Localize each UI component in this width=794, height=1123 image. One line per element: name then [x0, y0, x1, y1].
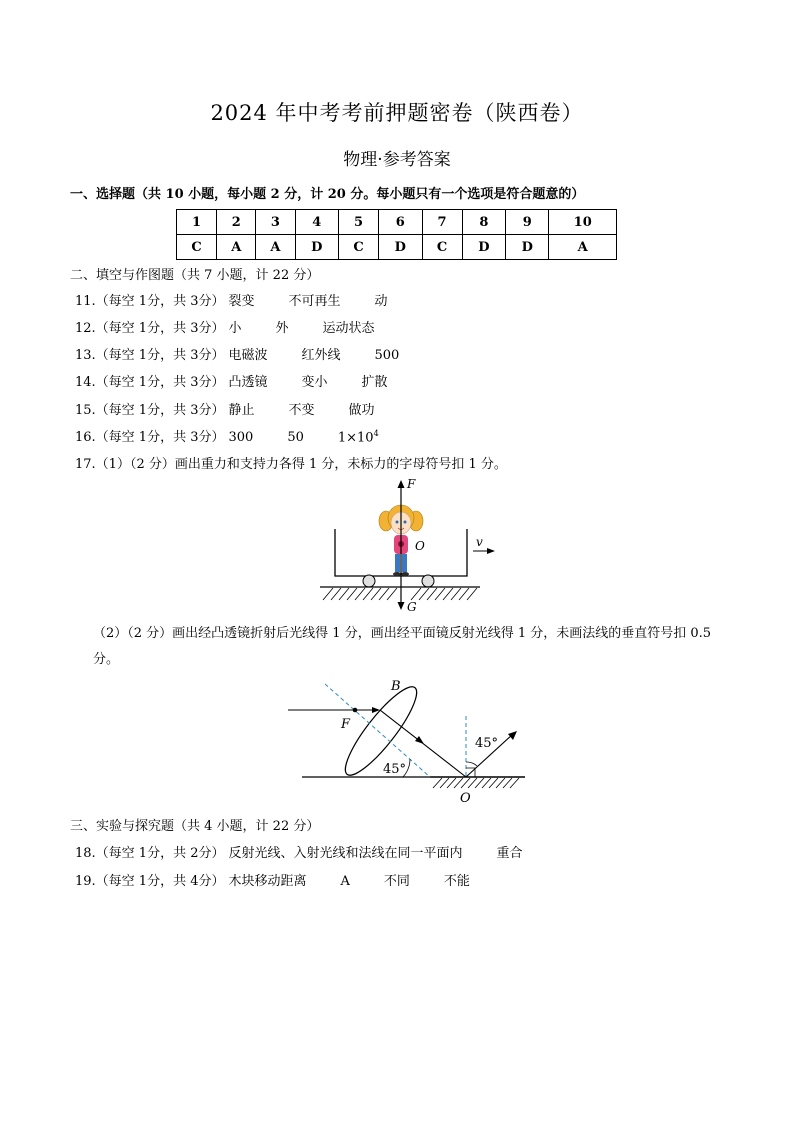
answer-blank: 做功 [348, 403, 375, 418]
answer-blank: 300 [228, 430, 254, 445]
answer-blank: 不变 [288, 403, 315, 418]
answer-blank: 外 [275, 321, 289, 336]
answer-blank: 动 [374, 294, 388, 309]
table-cell: A [256, 235, 295, 260]
section2-heading: 二、填空与作图题（共 7 小题，计 22 分） [70, 268, 320, 283]
answer-blank: 凸透镜 [228, 375, 268, 390]
table-cell: C [338, 235, 378, 260]
table-cell: 9 [506, 210, 549, 235]
answer-line-18 [75, 842, 523, 861]
answer-blank: 反射光线、入射光线和法线在同一平面内 [228, 846, 463, 861]
answer-blank: 裂变 [228, 294, 255, 309]
table-cell: 6 [379, 210, 422, 235]
question-prefix: 19.（每空 1分，共 4分） [75, 874, 225, 889]
table-cell: A [217, 235, 256, 260]
table-cell: C [177, 235, 217, 260]
label-B: B [391, 679, 401, 694]
answer-base: 1×10 [337, 430, 374, 445]
arrow-head-right [487, 548, 495, 554]
table-cell: 8 [462, 210, 505, 235]
ground-hatching [323, 588, 477, 600]
answer-blank: 扩散 [361, 375, 388, 390]
answer-blank: 不可再生 [288, 294, 341, 309]
label-F: F [341, 717, 351, 732]
label-F: F [407, 477, 416, 491]
answer-blank: A [340, 874, 350, 889]
answer-line-15 [75, 399, 375, 418]
table-cell: D [379, 235, 422, 260]
answer-line-16 [75, 426, 379, 445]
question-prefix: 18.（每空 1分，共 2分） [75, 846, 225, 861]
focus-point [353, 708, 358, 713]
arrow-head-down [398, 602, 405, 610]
answer-blank: 静止 [228, 403, 255, 418]
answer-blank: 电磁波 [228, 348, 268, 363]
page-subtitle: 物理·参考答案 [343, 150, 451, 170]
answer-line-19 [75, 870, 470, 889]
answer-blank: 500 [374, 348, 400, 363]
table-cell: 7 [422, 210, 462, 235]
table-row-answers [177, 235, 617, 260]
label-v: v [476, 535, 483, 549]
question-prefix: 16.（每空 1分，共 3分） [75, 430, 225, 445]
question-prefix: 14.（每空 1分，共 3分） [75, 375, 225, 390]
answer-exponent: 4 [373, 428, 379, 438]
angle-arc [466, 762, 477, 766]
table-row-numbers [177, 210, 617, 235]
cart-wheel [363, 575, 375, 587]
answer-blank: 红外线 [301, 348, 341, 363]
answer-line-11 [75, 290, 388, 309]
arrow-head [415, 736, 424, 744]
answer-blank: 重合 [496, 846, 523, 861]
q17-part1-text: 17.（1）（2 分）画出重力和支持力各得 1 分，未标力的字母符号扣 1 分。 [75, 457, 507, 472]
answer-blank: 变小 [301, 375, 328, 390]
mirror-hatching [433, 778, 519, 788]
figure-forces-cart [315, 476, 505, 616]
answer-blank: 不同 [383, 874, 410, 889]
table-cell: D [506, 235, 549, 260]
angle-label-45: 45° [383, 762, 407, 777]
answer-blank: 运动状态 [322, 321, 375, 336]
table-cell: C [422, 235, 462, 260]
table-cell: 2 [217, 210, 256, 235]
table-cell: 10 [549, 210, 617, 235]
table-cell: 3 [256, 210, 295, 235]
answer-line-12 [75, 317, 375, 336]
table-cell: 5 [338, 210, 378, 235]
table-cell: D [295, 235, 338, 260]
figure-lens-mirror [285, 676, 530, 808]
section1-heading: 一、选择题（共 10 小题，每小题 2 分，计 20 分。每小题只有一个选项是符合题意的） [70, 187, 585, 202]
angle-label-45: 45° [475, 736, 499, 751]
arrow-head-up [398, 480, 405, 488]
page-title: 2024 年中考考前押题密卷（陕西卷） [210, 101, 584, 125]
question-prefix: 11.（每空 1分，共 3分） [75, 294, 225, 309]
table-cell: 4 [295, 210, 338, 235]
answer-line-13 [75, 344, 399, 363]
table-cell: D [462, 235, 505, 260]
answer-blank [338, 429, 379, 445]
section3-heading: 三、实验与探究题（共 4 小题，计 22 分） [70, 819, 320, 834]
question-prefix: 15.（每空 1分，共 3分） [75, 403, 225, 418]
answer-line-14 [75, 371, 388, 390]
table-cell: A [549, 235, 617, 260]
answer-blank: 50 [287, 430, 304, 445]
label-G: G [407, 600, 417, 614]
answer-table [176, 209, 617, 260]
answer-blank: 木块移动距离 [228, 874, 307, 889]
table-cell: 1 [177, 210, 217, 235]
arrow-head [508, 731, 517, 740]
q17-part2-text: （2）（2 分）画出经凸透镜折射后光线得 1 分，画出经平面镜反射光线得 1 分，未画法线的垂直符号扣 0.5分。 [93, 626, 712, 667]
question-prefix: 12.（每空 1分，共 3分） [75, 321, 225, 336]
answer-blank: 不能 [443, 874, 470, 889]
label-O: O [460, 791, 471, 806]
label-O: O [415, 539, 425, 553]
cart-wheel [422, 575, 434, 587]
question-prefix: 13.（每空 1分，共 3分） [75, 348, 225, 363]
answer-blank: 小 [228, 321, 242, 336]
